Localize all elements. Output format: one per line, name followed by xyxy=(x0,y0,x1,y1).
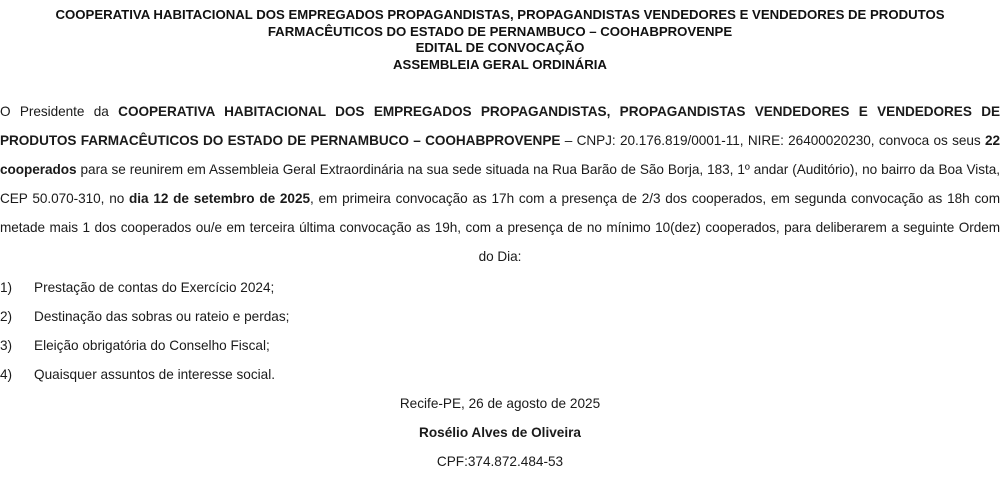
agenda-item-number: 1) xyxy=(0,280,13,295)
header-title-line-1: COOPERATIVA HABITACIONAL DOS EMPREGADOS PROPAGANDISTAS, PROPAGANDISTAS VENDEDORES E VENDEDORES DE PRODUTOS xyxy=(55,7,945,22)
body-text-location: para se reunirem em Assembleia Geral Extraordinária na sua sede situada na Rua Barão de São Borja, 183, 1º andar (Auditório), no bairro da Boa Vista, CEP 50.070-310, no xyxy=(0,162,1000,206)
signature-block xyxy=(0,389,1000,476)
body-text-schedule: , em primeira convocação as 17h com a presença de 2/3 dos cooperados, em segunda convocação as 18h com metade mais 1 dos cooperados ou/e em terceira última convocação as 19h, com a presença de no mínimo 10(dez) cooperados, para deliberarem a seguinte Ordem do Dia: xyxy=(0,191,1000,264)
agenda-item-text: Destinação das sobras ou rateio e perdas; xyxy=(34,309,290,324)
agenda-item-number: 4) xyxy=(0,367,13,382)
signatory-name: Rosélio Alves de Oliveira xyxy=(419,425,581,440)
agenda-list xyxy=(0,273,1000,389)
agenda-item-text: Prestação de contas do Exercício 2024; xyxy=(34,280,275,295)
body-meeting-date: dia 12 de setembro de 2025 xyxy=(129,191,310,206)
agenda-item-text: Eleição obrigatória do Conselho Fiscal; xyxy=(34,338,270,353)
signatory-cpf: CPF:374.872.484-53 xyxy=(436,454,564,469)
header-assembly-title: ASSEMBLEIA GERAL ORDINÁRIA xyxy=(393,56,607,72)
body-members-count: 22 cooperados xyxy=(0,133,1000,177)
agenda-item xyxy=(0,331,1000,360)
document-header xyxy=(0,0,1000,73)
agenda-item-number: 2) xyxy=(0,309,13,324)
agenda-item-text: Quaisquer assuntos de interesse social. xyxy=(34,367,276,382)
header-notice-title: EDITAL DE CONVOCAÇÃO xyxy=(415,40,585,55)
place-and-date: Recife-PE, 26 de agosto de 2025 xyxy=(399,396,601,411)
agenda-item-number: 3) xyxy=(0,338,13,353)
convocation-paragraph xyxy=(0,97,1000,271)
agenda-item xyxy=(0,360,1000,389)
header-title-line-2: FARMACÊUTICOS DO ESTADO DE PERNAMBUCO – COOHABPROVENPE xyxy=(267,23,733,39)
agenda-item xyxy=(0,273,1000,302)
body-text-intro: O Presidente da xyxy=(0,104,119,119)
body-org-name: COOPERATIVA HABITACIONAL DOS EMPREGADOS PROPAGANDISTAS, PROPAGANDISTAS VENDEDORES E VENDEDORES DE PRODUTOS FARMACÊUTICOS DO ESTADO DE PERNAMBUCO – COOHABPROVENPE xyxy=(0,104,1000,148)
body-text-registration: – CNPJ: 20.176.819/0001-11, NIRE: 26400020230, convoca os seus xyxy=(560,133,985,148)
agenda-item xyxy=(0,302,1000,331)
